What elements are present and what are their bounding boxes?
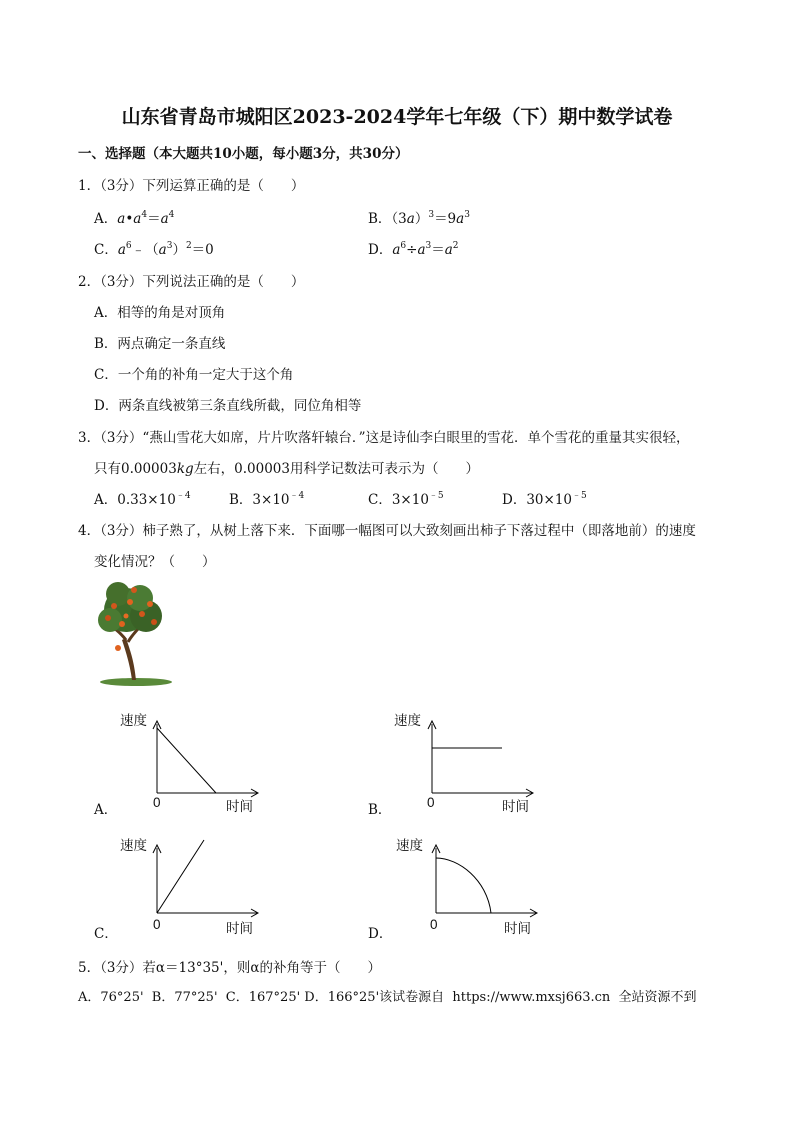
q3-option-a: A．$0.33\times 10^{﹣4}$ (94, 491, 191, 508)
question-4-stem-line1: 4．（3分）柿子熟了，从树上落下来．下面哪一幅图可以大致刻画出柿子下落过程中（即落地前）的速度 (78, 523, 696, 539)
q2-option-c: C．一个角的补角一定大于这个角 (94, 367, 294, 383)
graph-b-x-label: 时间 (502, 799, 529, 814)
graph-d-x-label: 时间 (504, 921, 531, 936)
q2-option-d: D．两条直线被第三条直线所截，同位角相等 (94, 398, 362, 414)
graph-b-axes (425, 720, 535, 800)
graph-c-axes (150, 844, 260, 924)
q4-option-b: B． (368, 802, 392, 818)
graph-a-y-label: 速度 (120, 713, 147, 728)
graph-c-origin: 0 (153, 917, 161, 932)
q2-option-a: A．相等的角是对顶角 (94, 305, 226, 321)
question-3-stem-line2: 只有0.00003kg左右，0.00003用科学记数法可表示为（ ） (94, 461, 479, 477)
q2-option-b: B．两点确定一条直线 (94, 336, 226, 352)
persimmon-tree-illustration (96, 580, 186, 690)
graph-d-origin: 0 (430, 917, 438, 932)
question-2-stem: 2．（3分）下列说法正确的是（ ） (78, 274, 305, 290)
graph-a-axes (150, 720, 260, 800)
graph-a-line (157, 728, 216, 793)
q1-option-d: D．$a^6\div a^3=a^2$ (368, 241, 459, 258)
q1-option-b: B．$(3a)^3=9a^3$ (368, 210, 470, 227)
q3-option-c: C．$3\times 10^{﹣5}$ (368, 491, 444, 508)
section-heading: 一、选择题（本大题共10小题，每小题3分，共30分） (78, 146, 409, 162)
q1-option-a: A．$a•a^4=a^4$ (94, 210, 175, 227)
page-title: 山东省青岛市城阳区2023-2024学年七年级（下）期中数学试卷 (121, 106, 673, 128)
graph-c-y-label: 速度 (120, 838, 147, 853)
graph-b-origin: 0 (427, 795, 435, 810)
q4-option-a: A． (94, 802, 118, 818)
graph-d-curve (436, 858, 491, 913)
graph-c-x-label: 时间 (226, 921, 253, 936)
question-5-stem: 5．（3分）若α＝13°35'，则α的补角等于（ ） (78, 960, 381, 976)
graph-b-y-label: 速度 (394, 713, 421, 728)
q1-option-c: C．$a^6﹣(a^3)^2=0$ (94, 241, 214, 258)
q3-option-b: B．$3\times 10^{﹣4}$ (229, 491, 305, 508)
graph-d-axes (429, 844, 539, 924)
q4-option-c: C． (94, 926, 118, 942)
q5-options-and-source: A．76°25' B．77°25' C．167°25' D．166°25'该试卷源自 https://www.mxsj663.cn 全站资源不到 (78, 990, 697, 1005)
question-4-stem-line2: 变化情况？（ ） (94, 554, 216, 570)
question-1-stem: 1．（3分）下列运算正确的是（ ） (78, 178, 305, 194)
question-3-stem-line1: 3．（3分）“燕山雪花大如席，片片吹落轩辕台．”这是诗仙李白眼里的雪花．单个雪花的重量其实很轻， (78, 430, 690, 446)
graph-d-y-label: 速度 (396, 838, 423, 853)
graph-c-line (157, 840, 204, 913)
q4-option-d: D． (368, 926, 393, 942)
graph-a-origin: 0 (153, 795, 161, 810)
q3-option-d: D．$30\times 10^{﹣5}$ (502, 491, 587, 508)
graph-a-x-label: 时间 (226, 799, 253, 814)
